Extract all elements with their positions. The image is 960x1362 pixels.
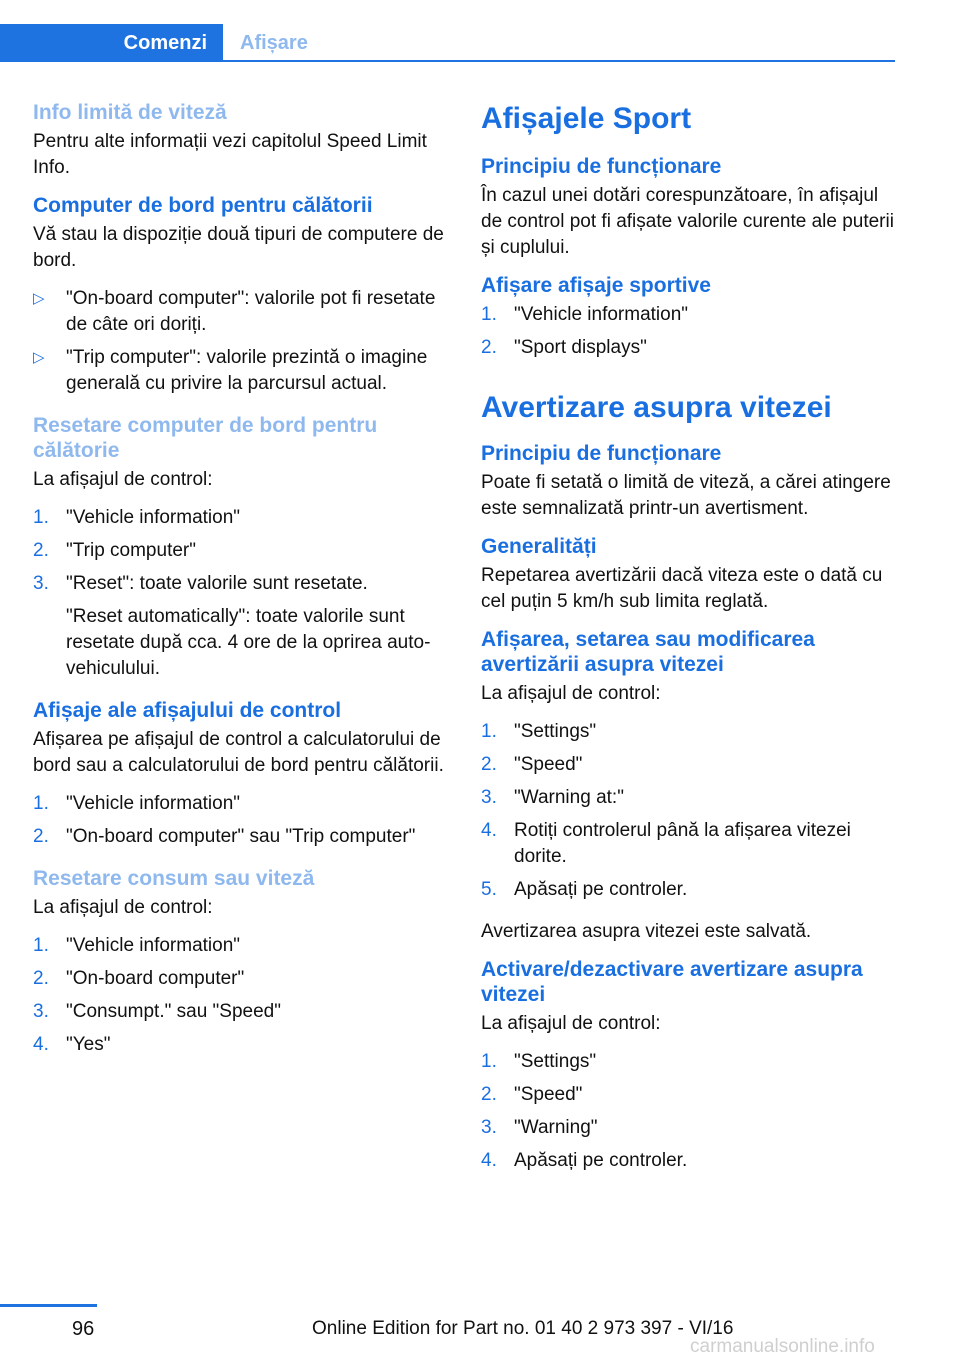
list-item: 3. "Warning at:" <box>481 787 624 808</box>
list-item: 2. "On-board computer" sau "Trip computer" <box>33 826 416 847</box>
list-item: ▷ "Trip computer": valorile prezintă o imagine generală cu privire la parcursul actual. <box>33 347 428 394</box>
display-steps-list <box>33 791 450 850</box>
list-item: 2. "Speed" <box>481 754 583 775</box>
reset-steps-list <box>33 505 450 682</box>
heading-info-limita: Info limită de viteză <box>33 101 227 124</box>
list-item: 1. "Vehicle information" <box>33 935 241 956</box>
list-item: 3. "Reset": toate valorile sunt resetate. "Reset automatically": toate valorile sunt resetate după cca. 4 ore de la oprirea autovehiculului. <box>33 571 450 682</box>
edition-footer: Online Edition for Part no. 01 40 2 973 397 - VI/16 <box>312 1318 734 1339</box>
toggle-warning-steps-list <box>481 1049 895 1174</box>
sport-steps-list <box>481 302 895 361</box>
paragraph-info-limita: Pentru alte informații vezi capitolul Speed Limit Info. <box>33 131 427 178</box>
heading-resetare-consum: Resetare consum sau viteză <box>33 867 315 890</box>
page-number: 96 <box>72 1318 95 1340</box>
list-item: ▷ "On-board computer": valorile pot fi resetate de câte ori doriți. <box>33 288 436 335</box>
heading-generalitati: Generalități <box>481 535 597 558</box>
list-item: 4. Rotiți controlerul până la afișarea vitezei dorite. <box>481 820 851 867</box>
right-column <box>481 100 895 1190</box>
list-item: 1. "Vehicle information" <box>481 304 689 325</box>
paragraph-activare-dezactivare: La afișajul de control: <box>481 1013 661 1034</box>
heading-principiu-1: Principiu de funcționare <box>481 155 722 178</box>
list-item: 4. "Yes" <box>33 1034 111 1055</box>
paragraph-setare-avertizare: La afișajul de control: <box>481 683 661 704</box>
list-item: 1. "Settings" <box>481 721 597 742</box>
list-item: 1. "Vehicle information" <box>33 793 241 814</box>
paragraph-principiu-1: În cazul unei dotări corespunzătoare, în afișajul de control pot fi afișate valorile curente ale puterii și cuplului. <box>481 185 894 258</box>
list-item: 3. "Consumpt." sau "Speed" <box>33 1001 281 1022</box>
reset-auto-note: "Reset automatically": toate valorile sunt resetate după cca. 4 ore de la oprirea autovehiculului. <box>66 606 431 679</box>
heading-activare-dezactivare: Activare/dezactivare avertizare asupra vitezei <box>481 958 863 1006</box>
list-item: 4. Apăsați pe controler. <box>481 1150 688 1171</box>
list-item: 1. "Vehicle information" <box>33 507 241 528</box>
computer-types-list <box>33 286 450 397</box>
paragraph-principiu-2: Poate fi setată o limită de viteză, a cărei atingere este semnalizată printr-un avertisment. <box>481 472 891 519</box>
heading-resetare-computer: Resetare computer de bord pentru călătorie <box>33 414 378 462</box>
chapter-tab-bar <box>0 24 895 62</box>
heading-computer-bord: Computer de bord pentru călătorii <box>33 194 373 217</box>
heading-afisajele-sport: Afișajele Sport <box>481 102 692 135</box>
list-item: 1. "Settings" <box>481 1051 597 1072</box>
list-item: 2. "On-board computer" <box>33 968 245 989</box>
triangle-bullet-icon: ▷ <box>33 349 45 366</box>
heading-afisare-sportive: Afișare afișaje sportive <box>481 274 711 297</box>
left-column <box>33 100 450 1074</box>
heading-avertizare-viteza: Avertizare asupra vitezei <box>481 391 832 424</box>
list-item: 5. Apăsați pe controler. <box>481 879 688 900</box>
list-item: 2. "Trip computer" <box>33 540 196 561</box>
watermark: carmanualsonline.info <box>690 1336 875 1357</box>
paragraph-computer-bord: Vă stau la dispoziție două tipuri de computere de bord. <box>33 224 444 271</box>
set-warning-steps-list <box>481 719 895 903</box>
list-item: 2. "Speed" <box>481 1084 583 1105</box>
paragraph-resetare-computer: La afișajul de control: <box>33 469 213 490</box>
paragraph-afisaje-control: Afișarea pe afișajul de control a calculatorului de bord sau a calculatorului de bord pentru călătorii. <box>33 729 444 776</box>
heading-setare-avertizare: Afișarea, setarea sau modificarea avertizării asupra vitezei <box>481 628 815 676</box>
tab-comenzi: Comenzi <box>0 24 223 62</box>
triangle-bullet-icon: ▷ <box>33 290 45 307</box>
paragraph-resetare-consum: La afișajul de control: <box>33 897 213 918</box>
tab-afisare: Afișare <box>240 31 308 54</box>
heading-afisaje-control: Afișaje ale afișajului de control <box>33 699 342 722</box>
heading-principiu-2: Principiu de funcționare <box>481 442 722 465</box>
footer-accent-line <box>0 1304 97 1307</box>
consumption-steps-list <box>33 933 450 1058</box>
paragraph-avertizare-salvata: Avertizarea asupra vitezei este salvată. <box>481 921 812 942</box>
paragraph-generalitati: Repetarea avertizării dacă viteza este o dată cu cel puțin 5 km/h sub limita reglată. <box>481 565 883 612</box>
list-item: 2. "Sport displays" <box>481 337 647 358</box>
tab-underline <box>223 60 895 62</box>
list-item: 3. "Warning" <box>481 1117 598 1138</box>
